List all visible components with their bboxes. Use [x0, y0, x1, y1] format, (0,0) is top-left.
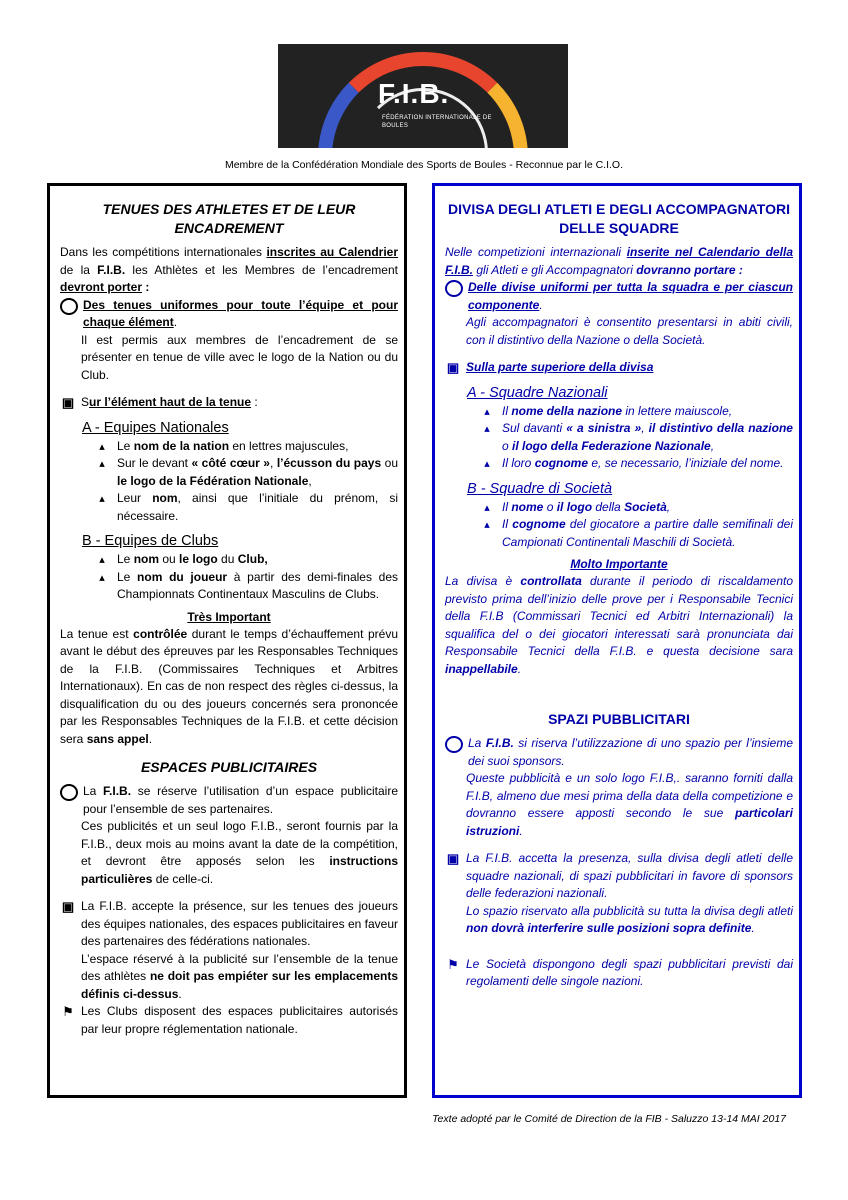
it-club-item: ▴ Il nome o il logo della Società, [477, 499, 793, 517]
emblem-icon [445, 736, 463, 753]
fr-haut-item: ▣ Sur l’élément haut de la tenue : [61, 395, 258, 410]
italian-column [432, 183, 802, 1098]
it-pub-item: ⚑ Le Società dispongono degli spazi pubblicitari previsti dai regolamenti delle singole nazioni. [445, 956, 793, 991]
car-icon: ▴ [484, 501, 490, 514]
emblem-icon [445, 280, 463, 297]
fr-important-text: La tenue est contrôlée durant le temps d’échauffement prévu avant le début des épreuves par les Responsables Techniques de la F.I.B. (Commissaires Techniques et Arbitres Internationaux). En cas de non respect des règles ci-dessus, la disqualification du ou des joueurs concernés sera prononcée par les Responsables Techniques de la F.I.B. et cette décision sera sans appel. [60, 626, 398, 746]
fr-intro: Dans les compétitions internationales inscrites au Calendrier de la F.I.B. les Athlètes et les Membres de l’encadrement devront porter : [60, 245, 399, 294]
car-icon: ▴ [484, 405, 490, 418]
it-intro: Nelle competizioni internazionali inserite nel Calendario della F.I.B. gli Atleti e gli Accompagnatori dovranno portare : [445, 245, 793, 277]
it-pub-note: Queste pubblicità e un solo logo F.I.B,. saranno forniti dalla F.I.B, almeno due mesi prima della data della competizione e dovranno essere apposti secondo le sue particolari istruzioni. [466, 771, 793, 838]
it-nat-item: ▴ Il loro cognome e, se necessario, l’iniziale del nome. [477, 455, 793, 473]
car-icon: ▴ [99, 571, 105, 584]
membre-line: Membre de la Confédération Mondiale des Sports de Boules - Reconnue par le C.I.O. [224, 159, 624, 171]
fr-club-item: ▴ Le nom ou le logo du Club, [92, 551, 398, 569]
flag-icon: ⚑ [62, 1004, 74, 1019]
fr-nat-item: ▴ Le nom de la nation en lettres majuscules, [92, 438, 398, 456]
fr-nat-title: A - Equipes Nationales [82, 419, 229, 436]
fr-club-title: B - Equipes de Clubs [82, 533, 219, 549]
fr-important-title: Très Important [187, 609, 271, 624]
car-icon: ▴ [484, 519, 490, 531]
car-icon: ▴ [99, 440, 105, 453]
fr-nat-item: ▴ Leur nom, ainsi que l’initiale du prénom, si nécessaire. [92, 490, 398, 525]
fr-pub-item: ⚑ Les Clubs disposent des espaces publicitaires autorisés par leur propre réglementation nationale. [60, 1003, 398, 1038]
car-icon: ▴ [484, 423, 490, 435]
it-pub-title: SPAZI PUBBLICITARI [548, 711, 690, 727]
bus-icon: ▣ [61, 395, 75, 410]
fib-logo [278, 44, 568, 148]
it-pub-note: Lo spazio riservato alla pubblicità su tutta la divisa degli atleti non dovrà interferire sulle posizioni sopra definite. [466, 903, 793, 935]
emblem-icon [60, 784, 78, 801]
bus-icon: ▣ [446, 851, 460, 866]
fr-pub-note: Ces publicités et un seul logo F.I.B., seront fournis par la F.I.B., deux mois au moins avant la date de la compétition, et devront être apposés selon les instructions particulières de celle-ci. [81, 819, 398, 886]
it-nat-item: ▴ Il nome della nazione in lettere maiuscole, [477, 403, 793, 421]
it-uniform-note: Agli accompagnatori è consentito presentarsi in abiti civili, con il distintivo della Nazione o della Società. [466, 315, 793, 347]
it-nat-title: A - Squadre Nazionali [467, 384, 608, 401]
bus-icon: ▣ [61, 899, 75, 914]
fr-pub-item: La F.I.B. se réserve l’utilisation d’un espace publicitaire pour l’ensemble de ses partenaires. [60, 783, 398, 818]
car-icon: ▴ [99, 458, 105, 470]
logo-abbr: F.I.B. [378, 78, 450, 109]
fr-title: TENUES DES ATHLETES ET DE LEUR ENCADREMENT [102, 201, 356, 236]
it-important-text: La divisa è controllata durante il periodo di riscaldamento previsto prima dell’inizio delle prove per i Responsabile Tecnici della F.I.B (Commissari Tecnici ed Arbitri Internazionali) la squalifica del o dei giocatori interessati sarà pronunciata dai Responsabile Tecnici della F.I.B. e questa decisione sara inappellabile. [445, 574, 794, 676]
fr-pub-item: ▣ La F.I.B. accepte la présence, sur les tenues des joueurs des équipes nationales, des espaces publicitaires en faveur des partenaires des fédérations nationales. [61, 899, 398, 948]
it-uniform-item: Delle divise uniformi per tutta la squadra e per ciascun componente. [445, 279, 793, 314]
it-pub-item: La F.I.B. si riserva l’utilizzazione di uno spazio per l’insieme dei suoi sponsors. [445, 735, 793, 770]
fr-uniform-note: Il est permis aux membres de l’encadrement de se présenter en tenue de ville avec le logo de la Nation ou du Club. [81, 332, 398, 382]
car-icon: ▴ [99, 493, 105, 505]
it-title: DIVISA DEGLI ATLETI E DEGLI ACCOMPAGNATORI DELLE SQUADRE [448, 201, 790, 236]
bus-icon: ▣ [446, 360, 460, 375]
it-pub-item: ▣ La F.I.B. accetta la presenza, sulla divisa degli atleti delle squadre nazionali, di spazi pubblicitari in favore di sponsors delle federazioni nazionali. [446, 851, 793, 900]
footer-note: Texte adopté par le Comité de Direction de la FIB - Saluzzo 13-14 MAI 2017 [432, 1113, 786, 1125]
fr-club-item: ▴ Le nom du joueur à partir des demi-finales des Championnats Continentaux Masculins de Clubs. [92, 569, 398, 604]
car-icon: ▴ [484, 458, 490, 470]
fr-pub-note: L’espace réservé à la publicité sur l’ensemble de la tenue des athlètes ne doit pas empiéter sur les emplacements définis ci-dessus. [81, 951, 398, 1001]
it-club-title: B - Squadre di Società [467, 480, 613, 497]
it-important-title: Molto Importante [570, 557, 668, 571]
emblem-icon [60, 298, 78, 315]
fr-pub-title: ESPACES PUBLICITAIRES [140, 759, 318, 775]
logo-full-name: FÉDÉRATION INTERNATIONALE DE BOULES [382, 115, 492, 129]
it-haut-item: ▣ Sulla parte superiore della divisa [446, 360, 654, 375]
fr-uniform-item: Des tenues uniformes pour toute l’équipe et pour chaque élément. [60, 297, 398, 332]
french-column [47, 183, 407, 1098]
flag-icon: ⚑ [447, 956, 459, 972]
fr-nat-item: ▴ Sur le devant « côté cœur », l’écusson du pays ou le logo de la Fédération Nationale, [92, 455, 398, 490]
it-club-item: ▴ Il cognome del giocatore a partire dalle semifinali dei Campionati Continentali Maschili di Società. [477, 516, 793, 551]
it-nat-item: ▴ Sul davanti « a sinistra », il distintivo della nazione o il logo della Federazione Nazionale, [477, 420, 793, 455]
car-icon: ▴ [99, 554, 105, 566]
